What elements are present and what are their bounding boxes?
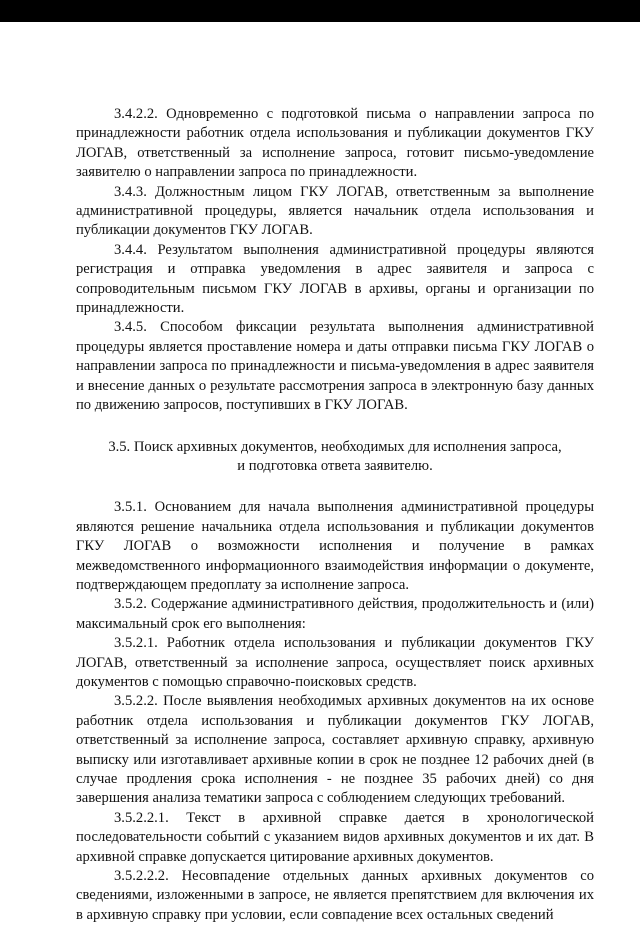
section-heading-3-5 [76,438,594,477]
paragraph-3-5-2-2-1: 3.5.2.2.1. Текст в архивной справке дается в хронологической последовательности событий с указанием видов архивных документов и их дат. В архивной справке допускается цитирование архивных документов. [76,809,594,865]
paragraph-3-5-2: 3.5.2. Содержание административного действия, продолжительность и (или) максимальный срок его выполнения: [76,596,594,632]
section-heading-line-2: и подготовка ответа заявителю. [237,457,433,474]
document-page [76,105,594,925]
paragraph-3-5-2-2-2: 3.5.2.2.2. Несовпадение отдельных данных архивных документов со сведениями, изложенными в запросе, не является препятствием для включения их в архивную справку при условии, если совпадение всех остальных сведений [76,868,594,923]
paragraph-3-4-4: 3.4.4. Результатом выполнения административной процедуры являются регистрация и отправка уведомления в адрес заявителя и запроса с сопроводительным письмом ГКУ ЛОГАВ в архивы, органы и организации по принадлежности. [76,241,594,317]
paragraph-3-5-2-2: 3.5.2.2. После выявления необходимых архивных документов на их основе работник отдела использования и публикации документов ГКУ ЛОГАВ, ответственный за исполнение запроса, составляет архивную справку, архивную выписку или изготавливает архивные копии в срок не позднее 12 рабочих дней (в случае продления срока исполнения - не позднее 35 рабочих дней) со дня завершения анализа тематики запроса с соблюдением следующих требований. [76,693,594,807]
paragraph-3-4-3: 3.4.3. Должностным лицом ГКУ ЛОГАВ, ответственным за выполнение административной процедуры, является начальник отдела использования и публикации документов ГКУ ЛОГАВ. [76,183,594,239]
paragraph-3-4-2-2: 3.4.2.2. Одновременно с подготовкой письма о направлении запроса по принадлежности работник отдела использования и публикации документов ГКУ ЛОГАВ, ответственный за исполнение запроса, готовит письмо-уведомление заявителю о направлении запроса по принадлежности. [76,106,594,181]
paragraph-3-5-1: 3.5.1. Основанием для начала выполнения административной процедуры являются решение начальника отдела использования и публикации документов ГКУ ЛОГАВ о возможности исполнения и получение в рамках межведомственного информационного взаимодействия информации о документе, подтверждающем предоплату за исполнение запроса. [76,499,594,593]
paragraph-3-5-2-1: 3.5.2.1. Работник отдела использования и публикации документов ГКУ ЛОГАВ, ответственный за исполнение запроса, осуществляет поиск архивных документов с помощью справочно-поисковых средств. [76,635,594,690]
scan-top-edge [0,0,640,22]
section-heading-line-1: 3.5. Поиск архивных документов, необходимых для исполнения запроса, [108,438,562,455]
paragraph-3-4-5: 3.4.5. Способом фиксации результата выполнения административной процедуры является проставление номера и даты отправки письма ГКУ ЛОГАВ о направлении запроса по принадлежности и письма-уведомления в адрес заявителя и внесение данных о результате рассмотрения запроса в электронную базу данных по движению запросов, поступивших в ГКУ ЛОГАВ. [76,319,594,414]
